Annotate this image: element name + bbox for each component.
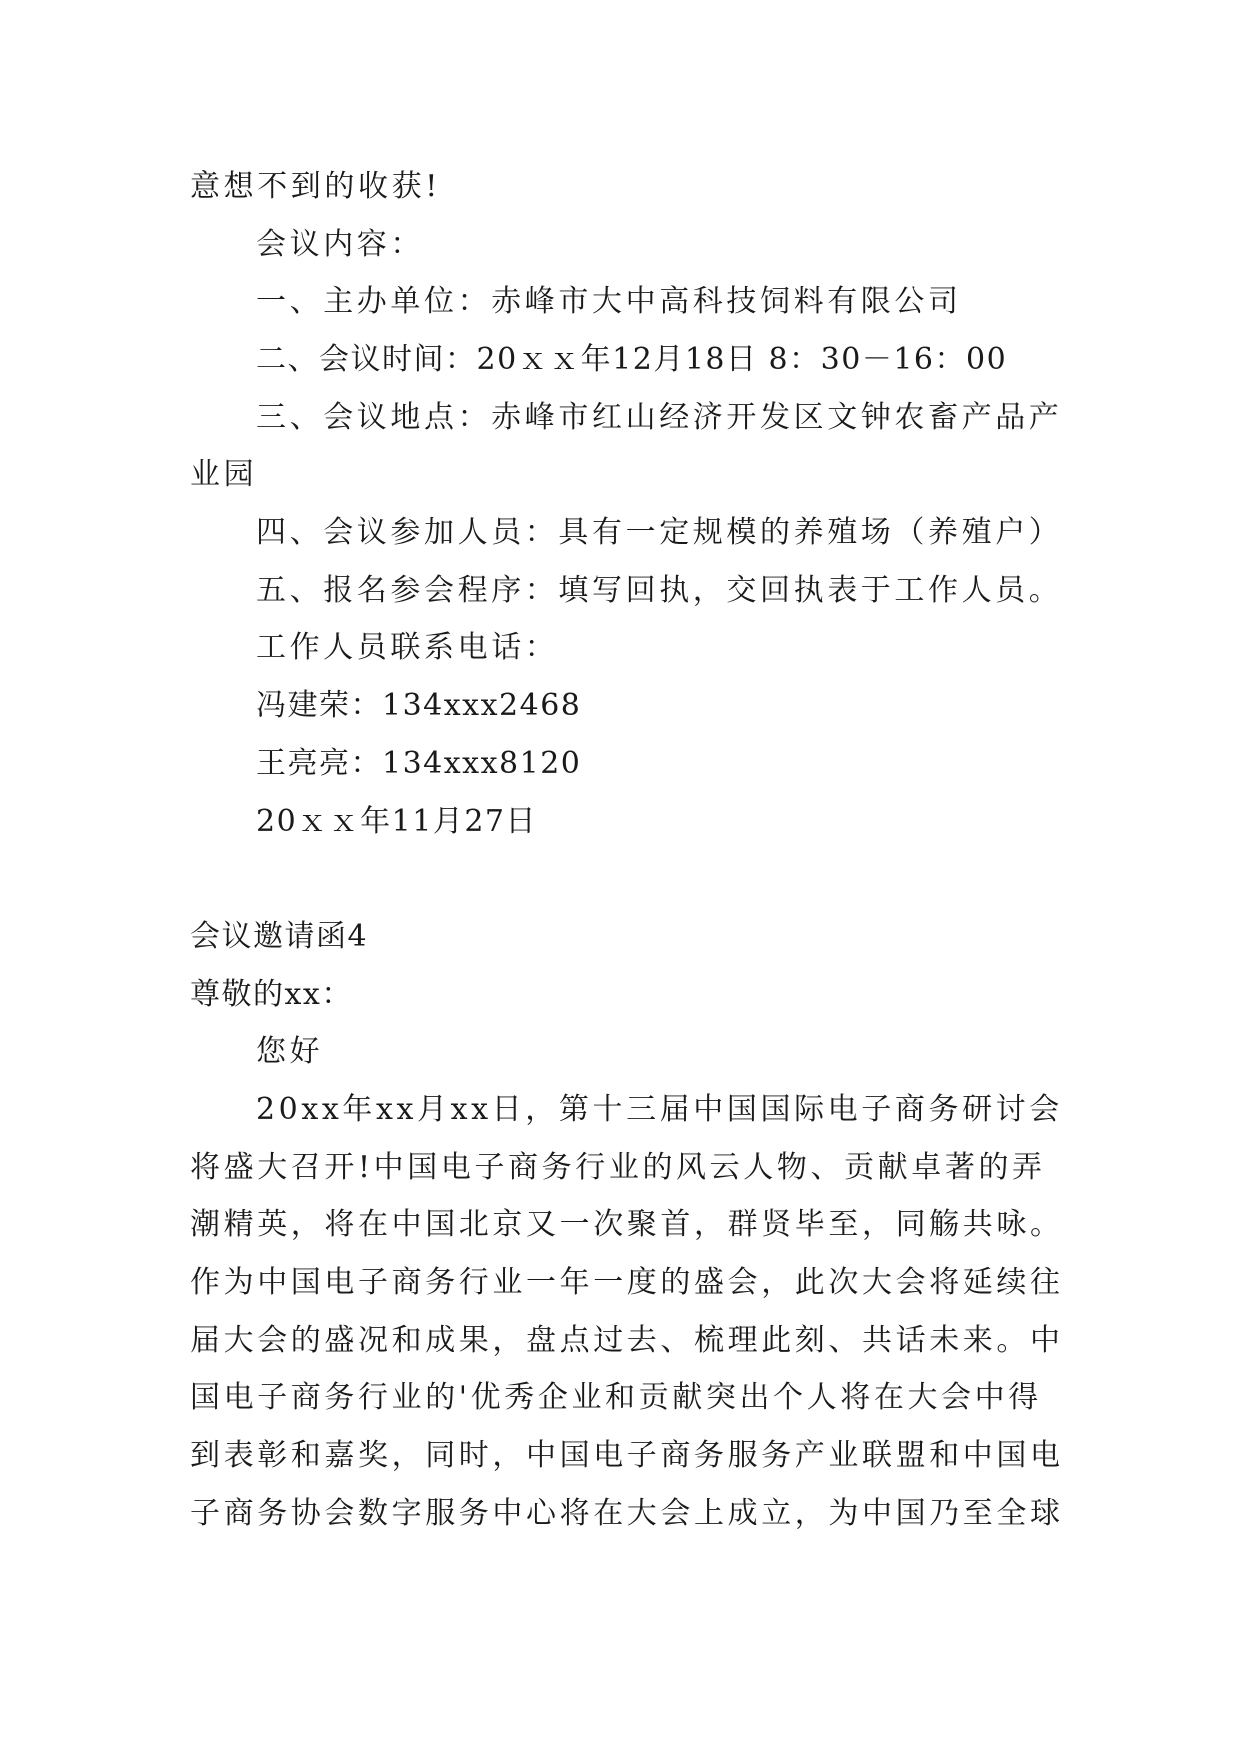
paragraph-line: 子商务协会数字服务中心将在大会上成立，为中国乃至全球 [190, 1496, 1064, 1531]
paragraph-line: 作为中国电子商务行业一年一度的盛会，此次大会将延续往 [190, 1265, 1064, 1300]
contact-wang: 王亮亮：134xxx8120 [256, 746, 582, 781]
paragraph-line: 国电子商务行业的'优秀企业和贡献突出个人将在大会中得 [190, 1380, 1042, 1415]
section-title: 会议邀请函4 [190, 919, 369, 954]
paragraph-line: 意想不到的收获! [190, 169, 441, 204]
paragraph-line: 到表彰和嘉奖，同时，中国电子商务服务产业联盟和中国电 [190, 1438, 1064, 1473]
document-date: 20ｘｘ年11月27日 [256, 804, 538, 839]
paragraph-line: 20xx年xx月xx日，第十三届中国国际电子商务研讨会 [256, 1092, 1063, 1127]
contact-feng: 冯建荣：134xxx2468 [256, 688, 582, 723]
meeting-location-continuation: 业园 [190, 457, 258, 492]
participants-line: 四、会议参加人员：具有一定规模的养殖场（养殖户） [256, 515, 1063, 550]
organizer-line: 一、主办单位：赤峰市大中高科技饲料有限公司 [256, 284, 962, 319]
meeting-location-line: 三、会议地点：赤峰市红山经济开发区文钟农畜产品产 [256, 400, 1063, 435]
paragraph-line: 将盛大召开!中国电子商务行业的风云人物、贡献卓著的弄 [190, 1150, 1046, 1185]
greeting: 尊敬的xx： [190, 977, 353, 1012]
contact-phone-heading: 工作人员联系电话： [256, 630, 559, 665]
meeting-time-line: 二、会议时间：20ｘｘ年12月18日 8：30－16：00 [256, 342, 1008, 377]
registration-line: 五、报名参会程序：填写回执，交回执表于工作人员。 [256, 573, 1063, 608]
meeting-content-heading: 会议内容： [256, 227, 424, 262]
salutation: 您好 [256, 1034, 324, 1069]
paragraph-line: 届大会的盛况和成果，盘点过去、梳理此刻、共话未来。中 [190, 1323, 1064, 1358]
paragraph-line: 潮精英，将在中国北京又一次聚首，群贤毕至，同觞共咏。 [190, 1207, 1064, 1242]
